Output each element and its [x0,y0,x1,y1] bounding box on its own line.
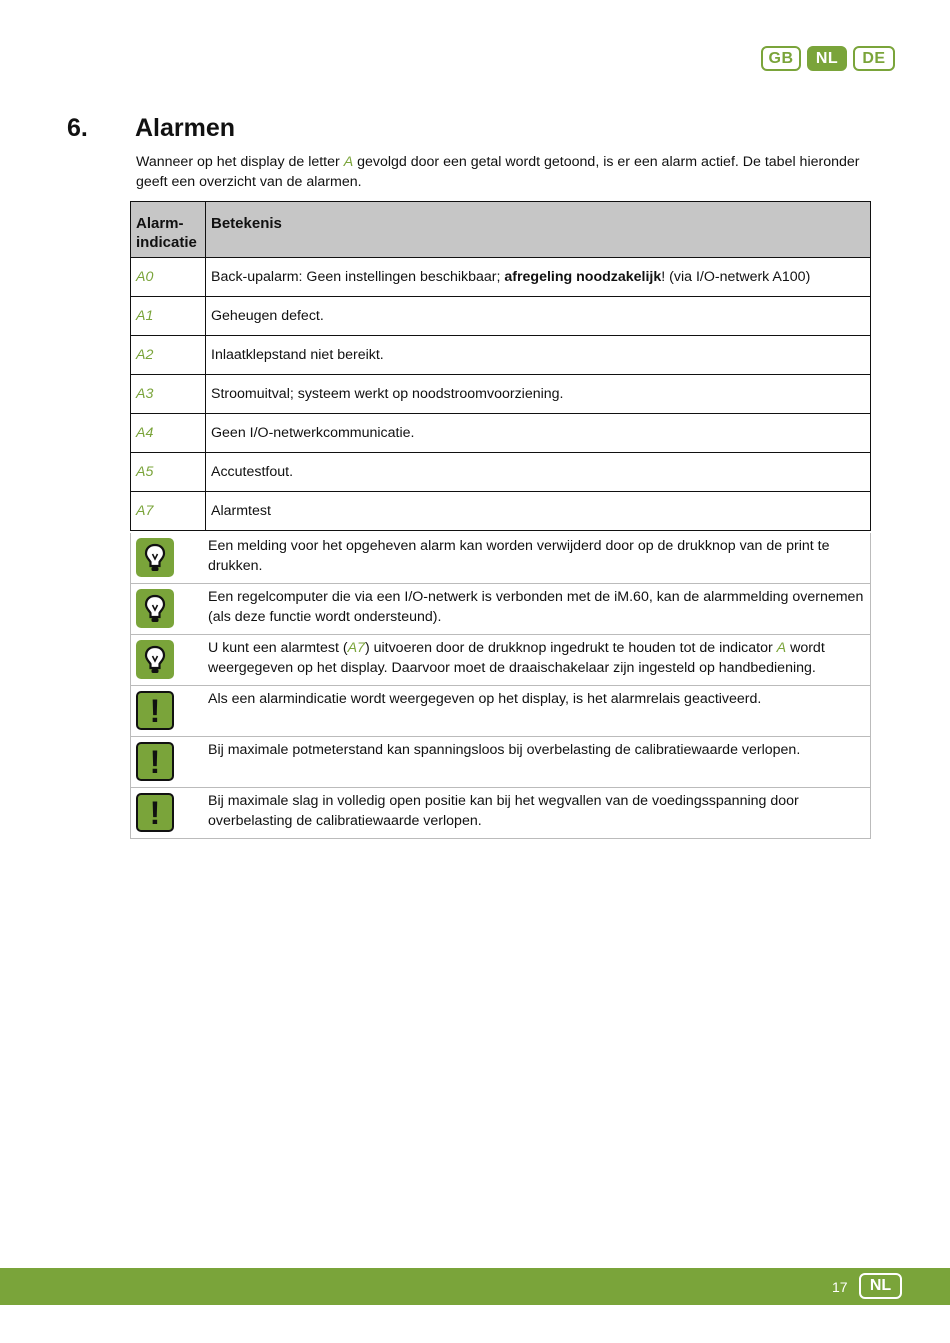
tip-note [130,635,871,686]
alarm-code: A4 [131,414,206,453]
table-row [131,414,871,453]
table-row [131,297,871,336]
alarm-meaning: Alarmtest [206,492,871,531]
alarm-code: A7 [131,492,206,531]
note-text-part: U kunt een alarmtest ( [208,640,348,656]
notes-list [130,533,871,839]
lang-tab-gb[interactable]: GB [761,46,801,71]
alarm-meaning: Geheugen defect. [206,297,871,336]
note-code: A7 [347,640,365,656]
footer-lang-badge: NL [859,1273,902,1299]
note-text-part: ) uitvoeren door de drukknop ingedrukt te houden tot de indicator [364,640,777,656]
page-number: 17 [832,1279,848,1295]
alarm-meaning: Geen I/O-netwerkcommunicatie. [206,414,871,453]
header-betekenis: Betekenis [206,202,871,258]
alarm-meaning: Stroomuitval; systeem werkt op noodstroomvoorziening. [206,375,871,414]
exclamation-icon: ! [136,793,174,832]
alarm-code: A1 [131,297,206,336]
note-text: Een regelcomputer die via een I/O-netwerk is verbonden met de iM.60, kan de alarmmelding overnemen (als deze functie wordt ondersteund). [208,589,864,625]
footer-bar [0,1268,950,1305]
alarm-code: A2 [131,336,206,375]
warning-note [130,788,871,839]
alarm-table [130,201,871,531]
exclamation-icon: ! [136,691,174,730]
alarm-meaning [206,258,871,297]
meaning-text: Back-upalarm: Geen instellingen beschikbaar; [211,269,505,285]
note-text: Bij maximale potmeterstand kan spanningsloos bij overbelasting de calibratiewaarde verlopen. [208,742,801,758]
alarm-code: A3 [131,375,206,414]
alarm-meaning: Inlaatklepstand niet bereikt. [206,336,871,375]
meaning-text: ! (via I/O-netwerk A100) [661,269,811,285]
lang-tab-nl[interactable]: NL [807,46,847,71]
alarm-meaning: Accutestfout. [206,453,871,492]
table-row [131,492,871,531]
tip-note [130,584,871,635]
lightbulb-icon [136,640,174,679]
lightbulb-icon [136,589,174,628]
intro-letter: A [343,154,354,170]
lightbulb-icon [136,538,174,577]
section-title: Alarmen [135,114,236,142]
note-letter: A [776,640,787,656]
section-heading [67,114,235,143]
table-row [131,258,871,297]
table-row [131,375,871,414]
note-text-part: wordt weergegeven op het display. Daarvoor moet de draaischakelaar zijn ingesteld op handbediening. [208,640,825,676]
warning-note [130,737,871,788]
note-text [208,639,866,678]
exclamation-icon: ! [136,742,174,781]
note-text: Bij maximale slag in volledig open positie kan bij het wegvallen van de voedingsspanning door overbelasting de calibratiewaarde verlopen. [208,793,799,829]
table-row [131,336,871,375]
note-text: Als een alarmindicatie wordt weergegeven op het display, is het alarmrelais geactiveerd. [208,691,762,707]
table-header-row [131,202,871,258]
meaning-bold: afregeling noodzakelijk [504,269,662,285]
intro-text-1: Wanneer op het display de letter [136,154,344,170]
tip-note [130,533,871,584]
note-text: Een melding voor het opgeheven alarm kan worden verwijderd door op de drukknop van de print te drukken. [208,538,830,574]
header-alarm-indicatie: Alarm- indicatie [131,202,206,258]
alarm-code: A0 [131,258,206,297]
lang-tab-de[interactable]: DE [853,46,895,71]
language-tabs [761,46,895,71]
alarm-code: A5 [131,453,206,492]
intro-text-2: gevolgd door een getal wordt getoond, is er een alarm actief. De tabel hieronder geeft een overzicht van de alarmen. [136,154,860,190]
intro-paragraph [136,152,866,192]
section-number: 6. [67,114,88,142]
warning-note [130,686,871,737]
table-row [131,453,871,492]
